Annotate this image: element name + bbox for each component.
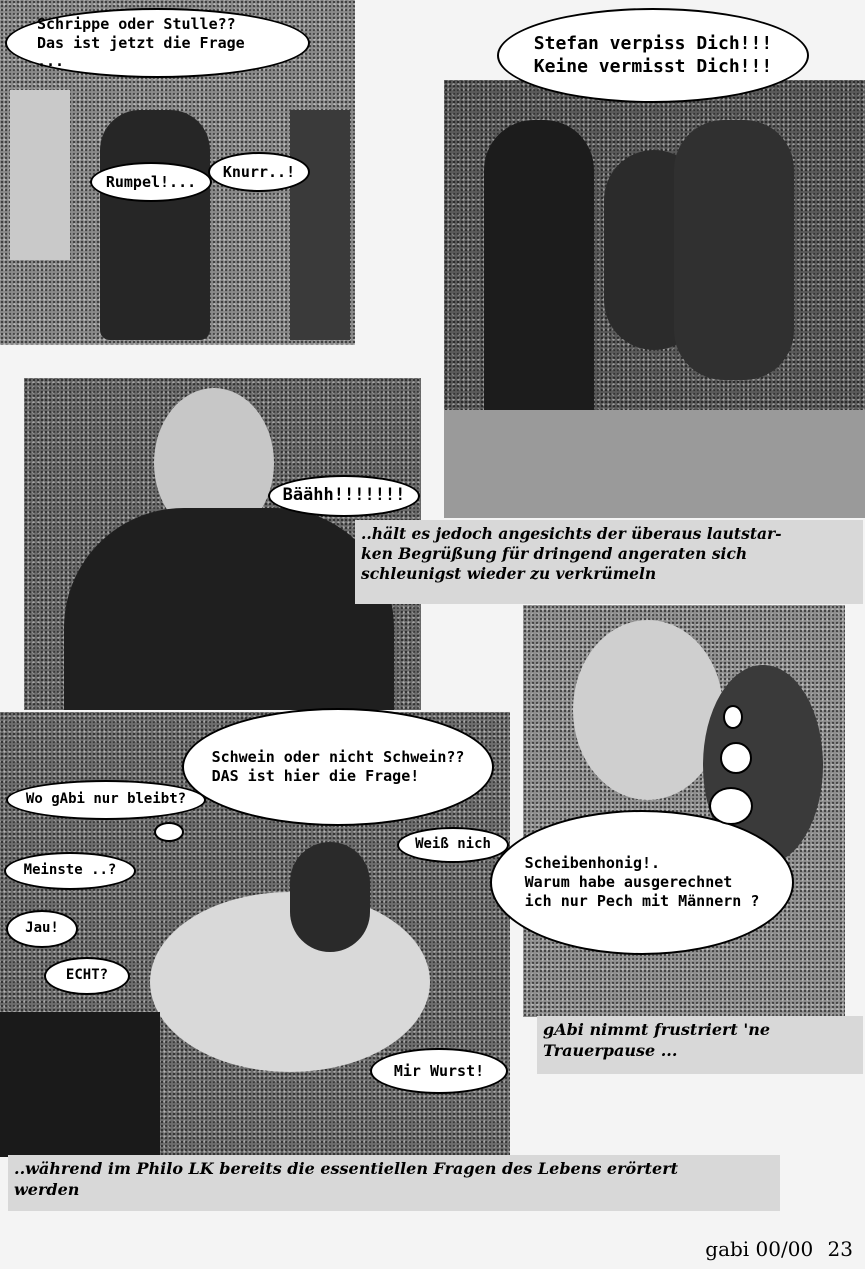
photo-figure <box>100 110 210 340</box>
caption-philo-lk: ..während im Philo LK bereits die essentiellen Fragen des Lebens erörtert werden <box>8 1155 780 1211</box>
speech-bubble-weiss-nich: Weiß nich <box>397 827 509 863</box>
speech-bubble-echt: ECHT? <box>44 957 130 995</box>
photo-person-table <box>290 842 370 952</box>
thought-bubble-scheibenhonig: Scheibenhonig!. Warum habe ausgerechnet ich nur Pech mit Männern ? <box>490 810 794 955</box>
thought-dot <box>723 705 743 729</box>
page-number: 23 <box>827 1237 853 1261</box>
photo-face-gabi <box>573 620 723 800</box>
photo-person-right <box>674 120 794 380</box>
photo-body <box>64 508 394 710</box>
speech-bubble-meinste: Meinste ..? <box>4 852 136 890</box>
caption-verkruemeln: ..hält es jedoch angesichts der überaus lautstar- ken Begrüßung für dringend angeraten sich schleunigst wieder zu verkrümeln <box>355 520 863 604</box>
issue-label: gabi 00/00 <box>705 1237 814 1261</box>
speech-bubble-mir-wurst: Mir Wurst! <box>370 1048 508 1094</box>
speech-bubble-knurr: Knurr..! <box>208 152 310 192</box>
photo-window <box>10 90 70 260</box>
caption-trauerpause: gAbi nimmt frustriert 'ne Trauerpause ... <box>537 1016 863 1074</box>
speech-bubble-schwein: Schwein oder nicht Schwein?? DAS ist hier die Frage! <box>182 708 494 826</box>
speech-bubble-wo-gabi: Wo gAbi nur bleibt? <box>6 780 206 820</box>
page-footer <box>705 1237 853 1261</box>
speech-bubble-stefan: Stefan verpiss Dich!!! Keine vermisst Dich!!! <box>497 8 809 103</box>
speech-bubble-rumpel: Rumpel!... <box>90 162 212 202</box>
photo-foreground <box>0 1012 160 1157</box>
photo-floor <box>444 410 865 518</box>
thought-dot <box>154 822 184 842</box>
thought-dot <box>720 742 752 774</box>
thought-dot <box>709 787 753 825</box>
speech-bubble-baeh: Bäähh!!!!!!! <box>268 475 420 517</box>
photo-door <box>290 110 350 340</box>
speech-bubble-jau: Jau! <box>6 910 78 948</box>
photo-person-left <box>484 120 594 440</box>
photo-panel-gabi <box>523 605 845 1017</box>
speech-bubble-schrippe: Schrippe oder Stulle?? Das ist jetzt die Frage ... <box>5 8 310 78</box>
photo-panel-group <box>444 80 865 518</box>
